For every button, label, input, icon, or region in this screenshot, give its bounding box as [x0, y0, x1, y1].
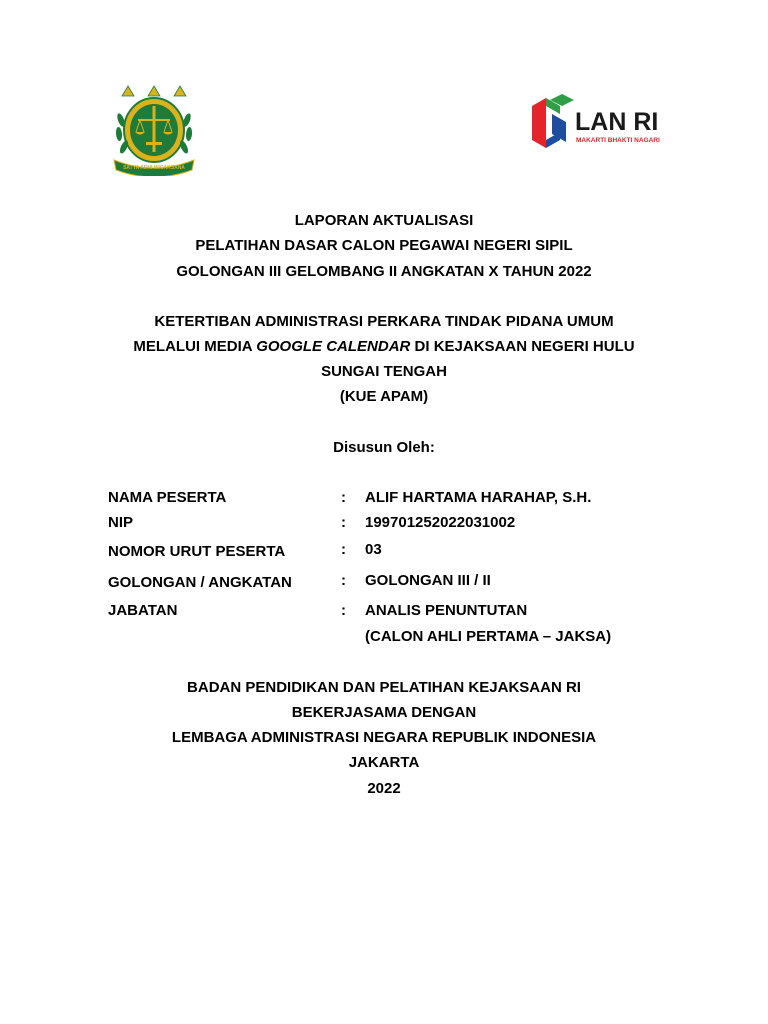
lan-ri-wordmark: LAN RI	[575, 108, 659, 136]
kejaksaan-emblem-logo	[108, 84, 200, 176]
title-line-1: KETERTIBAN ADMINISTRASI PERKARA TINDAK PIDANA UMUM	[154, 313, 614, 330]
training-batch: GOLONGAN III GELOMBANG II ANGKATAN X TAHUN 2022	[176, 263, 592, 280]
compiled-by-label: Disusun Oleh:	[333, 439, 435, 456]
training-name: PELATIHAN DASAR CALON PEGAWAI NEGERI SIPIL	[195, 237, 573, 254]
info-row-number	[0, 541, 768, 561]
institution-line-2: BEKERJASAMA DENGAN	[291, 704, 477, 721]
city: JAKARTA	[348, 754, 420, 771]
title-acronym: (KUE APAM)	[339, 388, 429, 405]
info-value: 199701252022031002	[365, 514, 516, 531]
report-type: LAPORAN AKTUALISASI	[294, 212, 474, 229]
emblem-motto: SATYA ADHI WICAKSANA	[123, 165, 185, 171]
lan-ri-logo	[528, 92, 660, 154]
title-line-2-post: DI KEJAKSAAN NEGERI HULU	[410, 338, 635, 355]
info-row-rank	[0, 572, 768, 592]
info-colon: :	[341, 489, 346, 506]
title-line-2	[0, 338, 768, 356]
info-colon: :	[341, 514, 346, 531]
info-row-name	[0, 489, 768, 509]
info-colon: :	[341, 541, 346, 558]
info-row-position-cont	[0, 628, 768, 648]
lan-ri-tagline: MAKARTI BHAKTI NAGARI	[576, 137, 660, 144]
info-label: GOLONGAN / ANGKATAN	[108, 574, 292, 591]
title-line-3: SUNGAI TENGAH	[321, 363, 447, 380]
info-label: NOMOR URUT PESERTA	[108, 543, 286, 560]
info-colon: :	[341, 572, 346, 589]
info-label: NIP	[108, 514, 134, 531]
title-line-2-italic: GOOGLE CALENDAR	[256, 338, 411, 355]
info-label: NAMA PESERTA	[108, 489, 227, 506]
info-colon: :	[341, 602, 346, 619]
info-label: JABATAN	[108, 602, 178, 619]
info-row-position	[0, 602, 768, 622]
info-value: ALIF HARTAMA HARAHAP, S.H.	[365, 489, 592, 506]
institution-line-3: LEMBAGA ADMINISTRASI NEGARA REPUBLIK INDONESIA	[171, 729, 597, 746]
title-line-2-pre: MELALUI MEDIA	[133, 338, 257, 355]
year: 2022	[367, 780, 401, 797]
institution-line-1: BADAN PENDIDIKAN DAN PELATIHAN KEJAKSAAN RI	[187, 679, 581, 696]
info-value: ANALIS PENUNTUTAN	[365, 602, 528, 619]
info-value: (CALON AHLI PERTAMA – JAKSA)	[365, 628, 612, 645]
info-value: 03	[365, 541, 382, 558]
info-value: GOLONGAN III / II	[365, 572, 491, 589]
info-row-nip	[0, 514, 768, 534]
